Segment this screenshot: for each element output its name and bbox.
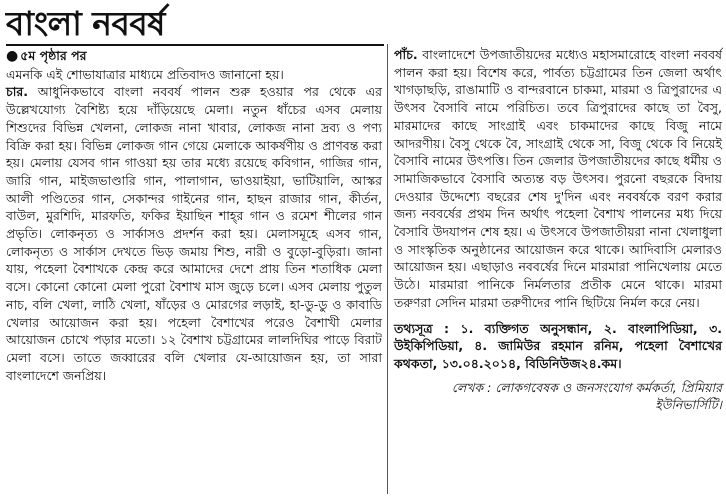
column-divider <box>387 44 388 494</box>
section-five-text: বাংলাদেশে উপজাতীয়দের মধ্যেও মহাসমারোহে বাংলা নববর্ষ পালন করা হয়। বিশেষ করে, পার্বত্য চট্টগ্রামের তিন জেলা অর্থাৎ খাগড়াছড়ি, রাঙামাটি ও বান্দরবানে চাকমা, মারমা ও ত্রিপুরাদের এ উৎসব বৈসাবি নামে পরিচিত। তবে ত্রিপুরাদের কাছে তা বৈসু, মারমাদের কাছে সাংগ্রাই এবং চাকমাদের কাছে বিজু নামে আদরণীয়। বৈসু থেকে বৈ, সাংগ্রাই থেকে সা, বিজু থেকে বি নিয়েই বৈসাবি নামের উৎপত্তি। তিন জেলার উপজাতীয়দের কাছে ধর্মীয় ও সামাজিকভাবে বৈসাবি অত্যন্ত বড় উৎসব। পুরনো বছরকে বিদায় দেওয়ার উদ্দেশ্যে বছরের শেষ দু'দিন এবং নববর্ষকে বরণ করার জন্য নববর্ষের প্রথম দিন অর্থাৎ পহেলা বৈশাখ পালনের মধ্য দিয়ে বৈসাবি উদযাপন শেষ হয়। এ উৎসবে উপজাতীয়রা নানা খেলাধুলা ও সাংস্কৃতিক অনুষ্ঠানের আয়োজন করে থাকে। আদিবাসি মেলারও আয়োজন হয়। এছাড়াও নববর্ষের দিনে মারমারা পানিখেলায় মেতে উঠে। মারমারা পানিকে নির্মলতার প্রতীক মেনে থাকে। মারমা তরুণরা সেদিন মারমা তরুণীদের পানি ছিটিয়ে নির্মল করে নেয়। <box>394 47 722 310</box>
continued-from-label <box>6 47 382 66</box>
continued-from-text: ৫ম পৃষ্ঠার পর <box>20 48 87 63</box>
title-underline <box>6 44 384 46</box>
left-column <box>6 47 382 384</box>
bullet-icon: ● <box>6 48 19 64</box>
article-title: বাংলা নববর্ষ <box>6 4 165 43</box>
author-text: : লোকগবেষক ও জনসংযোগ কর্মকর্তা, প্রিমিয়ার ইউনিভার্সিটি। <box>483 379 722 413</box>
section-five-paragraph <box>394 46 722 312</box>
section-five-lead: পাঁচ. <box>394 47 418 62</box>
intro-paragraph: এমনকি এই শোভাযাত্রার মাধ্যমে প্রতিবাদও জানানো হয়। <box>6 66 284 82</box>
author-paragraph <box>394 379 722 414</box>
author-label: লেখক <box>451 379 484 395</box>
sources-text: : ১. ব্যক্তিগত অনুসন্ধান, ২. বাংলাপিডিয়া, ৩. উইকিপিডিয়া, ৪. জামিউর রহমান রনিম, পহেলা বৈশাখের কথকতা, ১৩.০৪.২০১৪, বিডিনিউজ২৪.কম। <box>394 320 722 371</box>
right-column <box>394 46 722 414</box>
section-four-paragraph <box>6 83 382 384</box>
sources-paragraph <box>394 320 722 373</box>
section-four-text: আধুনিকভাবে বাংলা নববর্ষ পালন শুরু হওয়ার পর থেকে এর উল্লেখযোগ্য বৈশিষ্ট্য হয়ে দাঁড়িয়েছে মেলা। নতুন ধাঁচের এসব মেলায় শিশুদের বিভিন্ন খেলনা, লোকজ নানা খাবার, লোকজ নানা দ্রব্য ও পণ্য বিক্রি করা হয়। বিভিন্ন লোকজ গান গেয়ে মেলাকে আকর্ষণীয় ও প্রাণবন্ত করা হয়। মেলায় যেসব গান গাওয়া হয় তার মধ্যে রয়েছে কবিগান, গাজির গান, জারি গান, মাইজভাণ্ডারি গান, পালাগান, ভাওয়াইয়া, ভাটিয়ালি, আস্কর আলী পণ্ডিতের গান, সেকান্দর গাইনের গান, হাছন রাজার গান, কীর্তন, বাউল, মুরশিদি, মারফতি, ফকির ইয়াছিন শাহ্‌র গান ও রমেশ শীলের গান প্রভৃতি। লোকনৃত্য ও সার্কাসও প্রদর্শন করা হয়। মেলাসমূহে এসব গান, লোকনৃত্য ও সার্কাস দেখতে ভিড় জমায় শিশু, নারী ও বুড়ো-বুড়িরা। জানা যায়, পহেলা বৈশাখকে কেন্দ্র করে আমাদের দেশে প্রায় তিন শতাধিক মেলা বসে। কোনো কোনো মেলা পুরো বৈশাখ মাস জুড়ে চলে। এসব মেলায় পুতুল নাচ, বলি খেলা, লাঠি খেলা, ষাঁড়ের ও মোরগের লড়াই, হা-ডু-ডু ও কাবাডি খেলার আয়োজন করা হয়। পহেলা বৈশাখের পরেও বৈশাখী মেলার আয়োজন চোখে পড়ার মতো। ১২ বৈশাখ চট্টগ্রামের লালদিঘির পাড়ে বিরাট মেলা বসে। তাতে জব্বারের বলি খেলার যে-আয়োজন হয়, তা সারা বাংলাদেশে জনপ্রিয়। <box>6 84 382 383</box>
section-four-lead: চার. <box>6 84 28 100</box>
sources-label: তথ্যসূত্র <box>394 320 433 336</box>
